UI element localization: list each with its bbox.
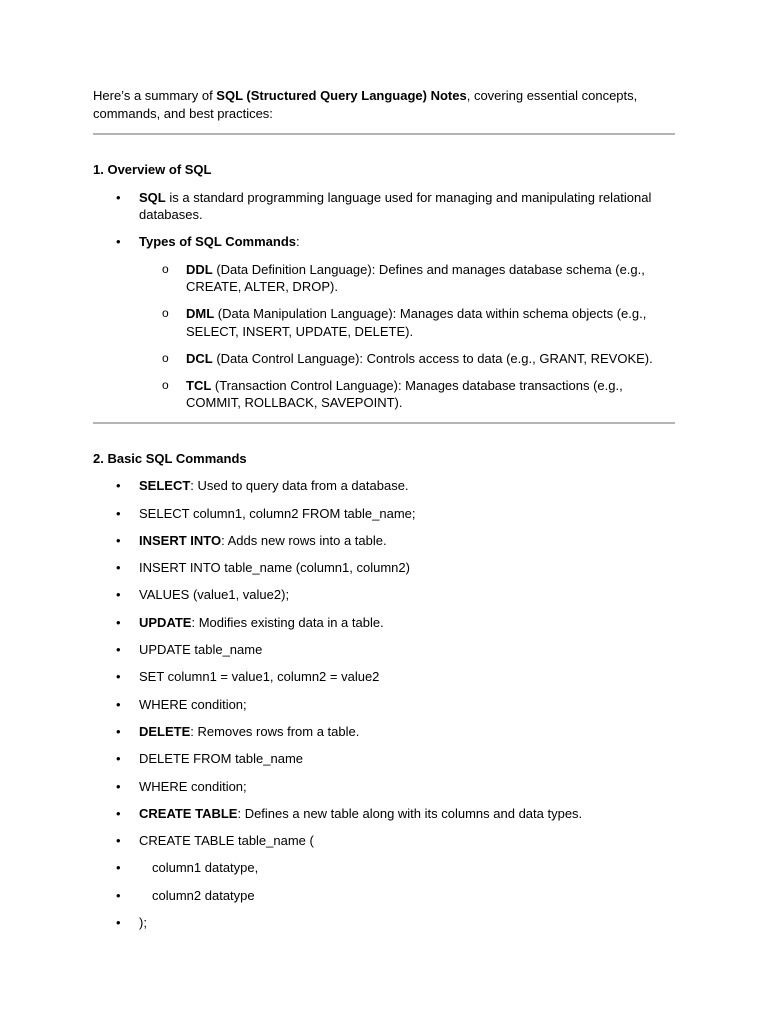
list-item bbox=[93, 859, 675, 877]
list-item bbox=[93, 887, 675, 905]
item-text: : Modifies existing data in a table. bbox=[191, 614, 384, 630]
commands-list bbox=[93, 477, 675, 931]
item-text: : bbox=[296, 234, 300, 250]
list-item bbox=[93, 696, 675, 714]
list-item bbox=[93, 233, 675, 412]
sql-types-sublist bbox=[139, 261, 675, 412]
item-text: WHERE condition; bbox=[139, 696, 247, 712]
bullet-icon: • bbox=[116, 887, 121, 903]
intro-suffix: , covering essential concepts, commands, and best practices: bbox=[93, 88, 638, 121]
overview-list bbox=[93, 189, 675, 412]
item-bold: TCL bbox=[186, 377, 212, 393]
list-item bbox=[93, 778, 675, 796]
item-text: : Adds new rows into a table. bbox=[221, 532, 387, 548]
bullet-icon: • bbox=[116, 860, 121, 876]
list-item bbox=[93, 832, 675, 850]
bullet-icon: • bbox=[116, 505, 121, 521]
list-item bbox=[93, 559, 675, 577]
intro-bold: SQL (Structured Query Language) Notes bbox=[216, 88, 467, 103]
bullet-icon: • bbox=[116, 805, 121, 821]
list-item bbox=[93, 477, 675, 495]
bullet-icon: • bbox=[116, 614, 121, 630]
item-bold: SELECT bbox=[139, 478, 191, 494]
circle-bullet-icon: o bbox=[162, 261, 169, 276]
bullet-icon: • bbox=[116, 587, 121, 603]
list-item bbox=[93, 641, 675, 659]
circle-bullet-icon: o bbox=[162, 377, 169, 392]
bullet-icon: • bbox=[116, 696, 121, 712]
bullet-icon: • bbox=[116, 532, 121, 548]
item-bold: SQL bbox=[139, 189, 166, 205]
item-text: : Defines a new table along with its columns and data types. bbox=[237, 805, 583, 821]
item-text: (Transaction Control Language): Manages database transactions (e.g., COMMIT, ROLLBACK, SAVEPOINT). bbox=[186, 377, 623, 411]
item-text: : Used to query data from a database. bbox=[190, 478, 409, 494]
list-item bbox=[93, 505, 675, 523]
bullet-icon: • bbox=[116, 723, 121, 739]
item-text: SELECT column1, column2 FROM table_name; bbox=[139, 505, 416, 521]
list-item bbox=[93, 723, 675, 741]
bullet-icon: • bbox=[116, 669, 121, 685]
list-item bbox=[93, 189, 675, 224]
list-item bbox=[93, 614, 675, 632]
circle-bullet-icon: o bbox=[162, 306, 169, 321]
section-title-basic-commands: 2. Basic SQL Commands bbox=[93, 450, 247, 466]
intro-paragraph bbox=[93, 87, 675, 122]
item-text: INSERT INTO table_name (column1, column2) bbox=[139, 560, 410, 576]
item-bold: DCL bbox=[186, 350, 213, 366]
item-text: VALUES (value1, value2); bbox=[139, 587, 290, 603]
item-text: (Data Manipulation Language): Manages data within schema objects (e.g., SELECT, INSERT, UPDATE, DELETE). bbox=[186, 306, 647, 339]
item-text: DELETE FROM table_name bbox=[139, 751, 304, 767]
list-item bbox=[93, 750, 675, 768]
intro-prefix: Here’s a summary of bbox=[93, 88, 217, 103]
item-text: is a standard programming language used for managing and manipulating relational databases. bbox=[139, 189, 652, 222]
document-content bbox=[93, 87, 675, 941]
divider bbox=[93, 422, 675, 424]
sub-list-item bbox=[139, 350, 675, 368]
circle-bullet-icon: o bbox=[162, 350, 169, 365]
bullet-icon: • bbox=[116, 560, 121, 576]
section-title-overview: 1. Overview of SQL bbox=[93, 162, 212, 177]
item-text: column2 datatype bbox=[152, 887, 255, 903]
bullet-icon: • bbox=[116, 915, 121, 931]
bullet-icon: • bbox=[116, 189, 121, 205]
item-bold: DELETE bbox=[139, 723, 191, 739]
bullet-icon: • bbox=[116, 751, 121, 767]
list-item bbox=[93, 805, 675, 823]
bullet-icon: • bbox=[116, 478, 121, 494]
list-item bbox=[93, 586, 675, 604]
list-item bbox=[93, 532, 675, 550]
item-bold: CREATE TABLE bbox=[139, 805, 238, 821]
item-text: UPDATE table_name bbox=[139, 642, 263, 658]
sub-list-item bbox=[139, 305, 675, 340]
list-item bbox=[93, 668, 675, 686]
item-text: (Data Definition Language): Defines and manages database schema (e.g., CREATE, ALTER, DROP). bbox=[186, 261, 645, 295]
item-text: SET column1 = value1, column2 = value2 bbox=[139, 669, 380, 685]
item-bold: INSERT INTO bbox=[139, 532, 222, 548]
bullet-icon: • bbox=[116, 642, 121, 658]
divider bbox=[93, 133, 675, 135]
bullet-icon: • bbox=[116, 833, 121, 849]
item-bold: DDL bbox=[186, 261, 213, 277]
item-bold: UPDATE bbox=[139, 614, 192, 630]
sub-list-item bbox=[139, 261, 675, 296]
item-bold: DML bbox=[186, 306, 215, 322]
item-bold: Types of SQL Commands bbox=[139, 234, 296, 250]
bullet-icon: • bbox=[116, 234, 121, 250]
item-text: WHERE condition; bbox=[139, 778, 247, 794]
sub-list-item bbox=[139, 377, 675, 412]
bullet-icon: • bbox=[116, 778, 121, 794]
item-text: CREATE TABLE table_name ( bbox=[139, 833, 314, 849]
item-text: : Removes rows from a table. bbox=[190, 723, 360, 739]
list-item bbox=[93, 914, 675, 932]
item-text: column1 datatype, bbox=[152, 860, 259, 876]
item-text: (Data Control Language): Controls access to data (e.g., GRANT, REVOKE). bbox=[212, 350, 653, 366]
item-text: ); bbox=[139, 915, 147, 931]
